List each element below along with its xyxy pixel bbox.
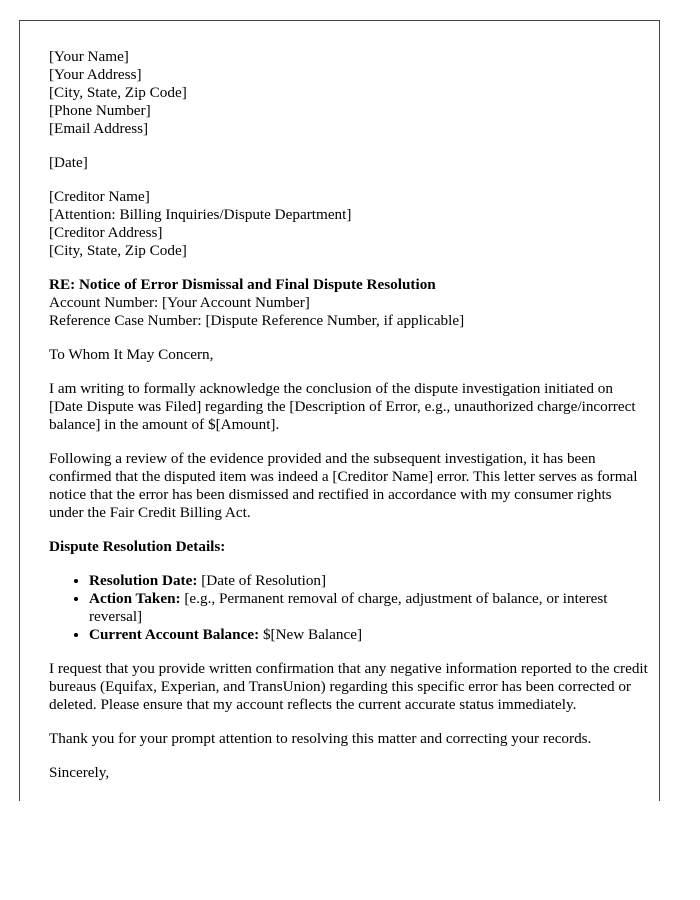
letter-date: [Date]: [49, 154, 88, 171]
details-label: Action Taken:: [89, 590, 181, 607]
recipient-city-state-zip: [City, State, Zip Code]: [49, 242, 187, 259]
account-number: Account Number: [Your Account Number]: [49, 294, 310, 311]
details-list: [49, 572, 649, 644]
details-value: [Date of Resolution]: [197, 572, 327, 589]
recipient-address: [Creditor Address]: [49, 224, 163, 241]
salutation: To Whom It May Concern,: [49, 346, 214, 363]
details-value: $[New Balance]: [259, 626, 363, 643]
letter-page: [19, 20, 660, 801]
details-item-current-balance: [89, 626, 649, 644]
closing: Sincerely,: [49, 764, 110, 781]
sender-address: [Your Address]: [49, 66, 142, 83]
details-label: Resolution Date:: [89, 572, 198, 589]
paragraph-request-confirmation: I request that you provide written confirmation that any negative information reported to the credit bureaus (Equifax, Experian, and TransUnion) regarding this specific error has been corrected or deleted. Please ensure that my account reflects the current accurate status immediately.: [49, 660, 648, 713]
subject-re-line: RE: Notice of Error Dismissal and Final Dispute Resolution: [49, 276, 436, 293]
details-value: [e.g., Permanent removal of charge, adjustment of balance, or interest reversal]: [89, 590, 608, 625]
details-label: Current Account Balance:: [89, 626, 260, 643]
paragraph-investigation-result: Following a review of the evidence provided and the subsequent investigation, it has been confirmed that the disputed item was indeed a [Creditor Name] error. This letter serves as formal notice that the error has been dismissed and rectified in accordance with my consumer rights under the Fair Credit Billing Act.: [49, 450, 638, 521]
sender-block: [49, 48, 649, 138]
paragraph-thanks: Thank you for your prompt attention to resolving this matter and correcting your records.: [49, 730, 592, 747]
sender-name: [Your Name]: [49, 48, 129, 65]
recipient-attention: [Attention: Billing Inquiries/Dispute Department]: [49, 206, 352, 223]
letter-body: [49, 48, 649, 798]
date-block: [49, 154, 649, 172]
details-item-resolution-date: [89, 572, 649, 590]
recipient-name: [Creditor Name]: [49, 188, 150, 205]
sender-city-state-zip: [City, State, Zip Code]: [49, 84, 187, 101]
recipient-block: [49, 188, 649, 260]
sender-email: [Email Address]: [49, 120, 149, 137]
subject-block: [49, 276, 649, 330]
details-item-action-taken: [89, 590, 649, 626]
reference-case-number: Reference Case Number: [Dispute Reference Number, if applicable]: [49, 312, 465, 329]
details-heading: Dispute Resolution Details:: [49, 538, 226, 555]
paragraph-acknowledgement: I am writing to formally acknowledge the conclusion of the dispute investigation initiated on [Date Dispute was Filed] regarding the [Description of Error, e.g., unauthorized charge/incorrect balance] in the amount of $[Amount].: [49, 380, 636, 433]
sender-phone: [Phone Number]: [49, 102, 151, 119]
